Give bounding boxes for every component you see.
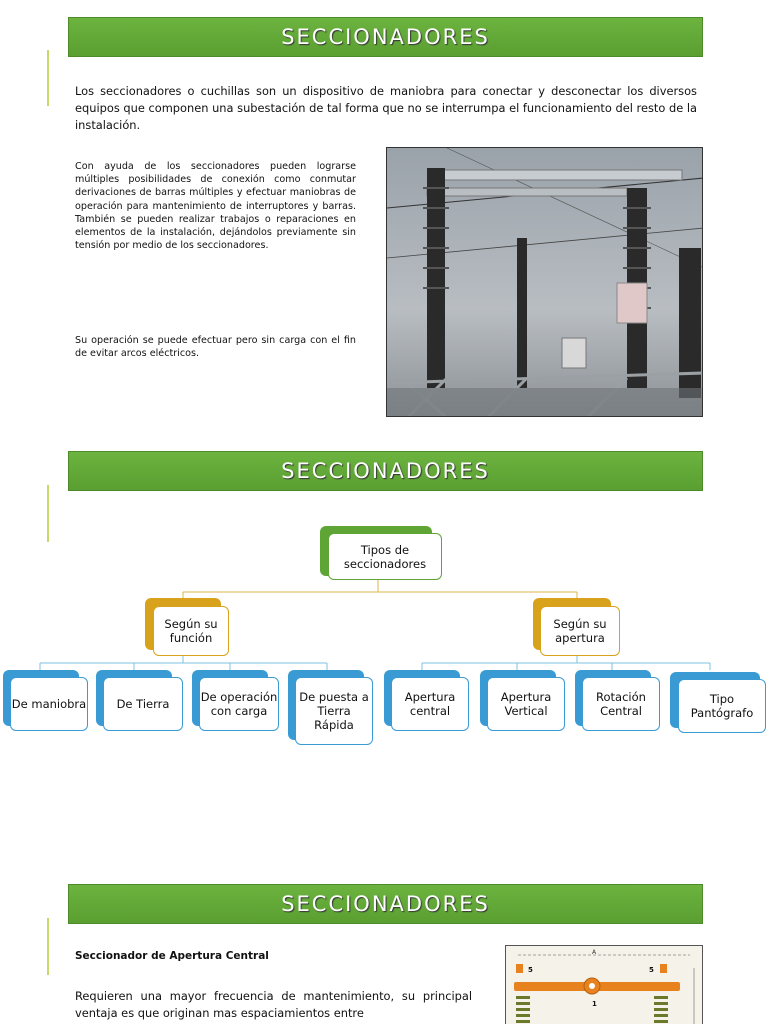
central-opening-diagram [505, 945, 703, 1024]
leaf-apertura-central: Apertura central [391, 677, 469, 731]
leaf-de-puesta-a-tierra-rapida: De puesta a Tierra Rápida [295, 677, 373, 745]
accent-line [47, 918, 49, 975]
leaf-de-maniobra: De maniobra [10, 677, 88, 731]
section3-title: SECCIONADORES [281, 892, 490, 916]
accent-line [47, 50, 49, 106]
section2-banner [68, 451, 703, 491]
section2-title: SECCIONADORES [281, 459, 490, 483]
section3-body: Requieren una mayor frecuencia de mantenimiento, su principal ventaja es que originan mas espaciamientos entre [75, 989, 472, 1020]
section1-banner [68, 17, 703, 57]
section3-subtitle: Seccionador de Apertura Central [75, 950, 269, 962]
intro-paragraph: Los seccionadores o cuchillas son un dispositivo de maniobra para conectar y desconectar los diversos equipos que componen una subestación de tal forma que no se interrumpa el funcionamiento del resto de la instalación. [75, 84, 697, 132]
root-node: Tipos de seccionadores [328, 533, 442, 580]
diagram-label-a: A [592, 949, 597, 956]
leaf-apertura-vertical: Apertura Vertical [487, 677, 565, 731]
diagram-label-5-right: 5 [649, 966, 654, 974]
leaf-rotacion-central: Rotación Central [582, 677, 660, 731]
branch-node-function: Según su función [153, 606, 229, 656]
branch-node-opening: Según su apertura [540, 606, 620, 656]
leaf-tipo-pantografo: Tipo Pantógrafo [678, 679, 766, 733]
body-paragraph-1: Con ayuda de los seccionadores pueden lograrse múltiples posibilidades de conexión como conmutar derivaciones de barras múltiples y efectuar maniobras de operación para mantenimiento de interruptores y barras. También se pueden realizar trabajos o reparaciones en elementos de la instalación, dejándolos previamente sin tensión por medio de los seccionadores. [75, 161, 356, 252]
leaf-de-tierra: De Tierra [103, 677, 183, 731]
diagram-label-1: 1 [592, 1000, 597, 1008]
diagram-label-5-left: 5 [528, 966, 533, 974]
substation-photo [386, 147, 703, 417]
section1-title: SECCIONADORES [281, 25, 490, 49]
leaf-de-operacion-con-carga: De operación con carga [199, 677, 279, 731]
body-paragraph-2: Su operación se puede efectuar pero sin carga con el fin de evitar arcos eléctricos. [75, 335, 356, 360]
section3-banner [68, 884, 703, 924]
